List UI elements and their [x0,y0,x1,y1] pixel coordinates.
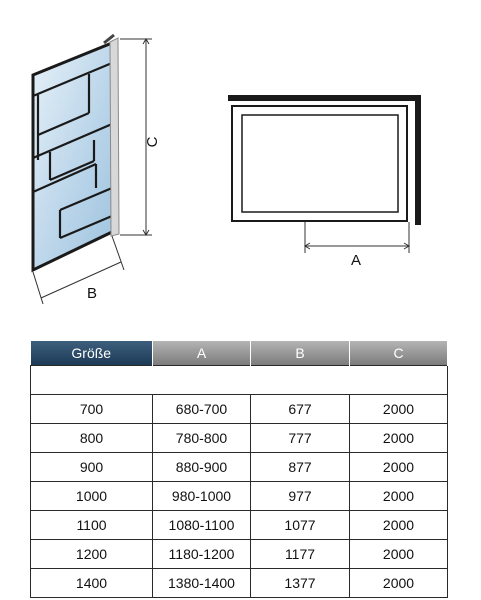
cell-size: 900 [31,453,153,482]
table-row [31,424,448,453]
cell-b: 1177 [251,540,350,569]
cell-size: 1000 [31,482,153,511]
header-b: B [251,341,350,366]
table-row [31,569,448,598]
cell-a: 880-900 [153,453,251,482]
cell-a: 1380-1400 [153,569,251,598]
cell-a: 1080-1100 [153,511,251,540]
cell-size: 1400 [31,569,153,598]
cell-size: 1100 [31,511,153,540]
table-row [31,511,448,540]
table-row [31,540,448,569]
cell-a: 680-700 [153,395,251,424]
header-c: C [350,341,448,366]
cell-c: 2000 [350,540,448,569]
table-row [31,482,448,511]
table-row [31,453,448,482]
dimension-a [305,222,409,253]
cell-c: 2000 [350,395,448,424]
size-table [30,341,448,598]
panel-inner [242,115,398,212]
glass-pane [33,43,112,270]
cell-c: 2000 [350,511,448,540]
cell-size: 800 [31,424,153,453]
cell-size: 1200 [31,540,153,569]
front-view [228,97,421,225]
label-b: B [86,285,98,302]
wall-profile [110,38,119,236]
table-header-row [31,341,448,366]
cell-b: 1077 [251,511,350,540]
cell-size: 700 [31,395,153,424]
cell-a: 980-1000 [153,482,251,511]
cell-b: 977 [251,482,350,511]
glass-panel-perspective [33,35,119,270]
header-a: A [153,341,251,366]
cell-c: 2000 [350,569,448,598]
cell-b: 777 [251,424,350,453]
table-row [31,395,448,424]
cell-a: 780-800 [153,424,251,453]
header-size: Größe [31,341,153,366]
cell-a: 1180-1200 [153,540,251,569]
label-a: A [350,252,362,269]
cell-c: 2000 [350,424,448,453]
panel-frame [232,106,407,221]
label-c: C [144,136,161,148]
cell-c: 2000 [350,482,448,511]
cell-b: 877 [251,453,350,482]
cell-b: 677 [251,395,350,424]
cell-b: 1377 [251,569,350,598]
cell-c: 2000 [350,453,448,482]
